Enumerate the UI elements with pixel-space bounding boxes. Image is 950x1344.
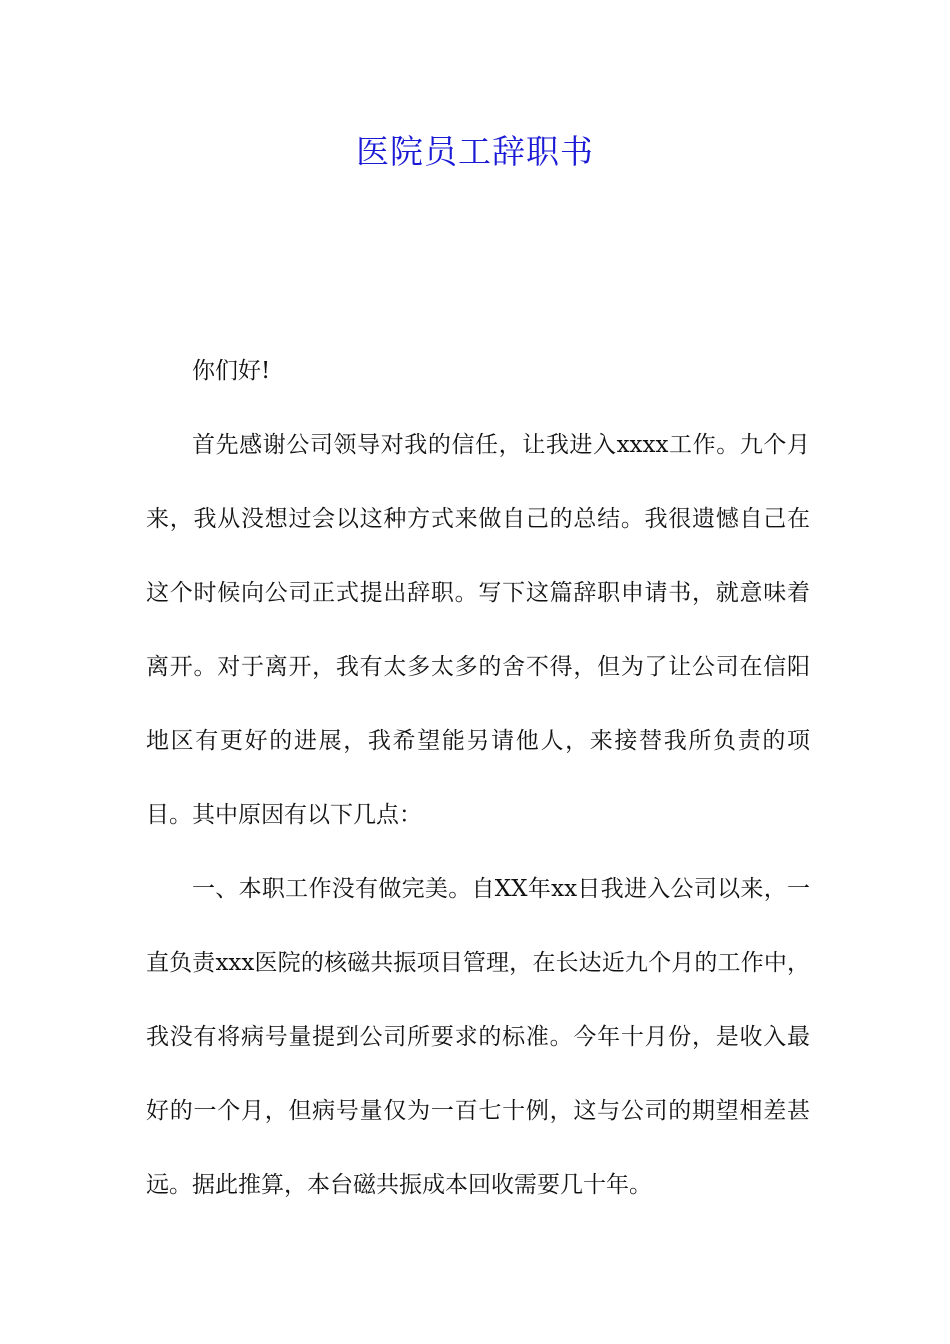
document-body — [146, 334, 810, 1222]
body-paragraph: 首先感谢公司领导对我的信任，让我进入xxxx工作。九个月来，我从没想过会以这种方式来做自己的总结。我很遗憾自己在这个时候向公司正式提出辞职。写下这篇辞职申请书，就意味着离开。对于离开，我有太多太多的舍不得，但为了让公司在信阳地区有更好的进展，我希望能另请他人，来接替我所负责的项目。其中原因有以下几点： — [146, 432, 810, 828]
document-title: 医院员工辞职书 — [356, 132, 594, 171]
body-paragraph: 一、本职工作没有做完美。自XX年xx日我进入公司以来，一直负责xxx医院的核磁共振项目管理，在长达近九个月的工作中，我没有将病号量提到公司所要求的标准。今年十月份，是收入最好的一个月，但病号量仅为一百七十例，这与公司的期望相差甚远。据此推算，本台磁共振成本回收需要几十年。 — [146, 876, 810, 1198]
greeting-paragraph: 你们好! — [192, 358, 271, 384]
